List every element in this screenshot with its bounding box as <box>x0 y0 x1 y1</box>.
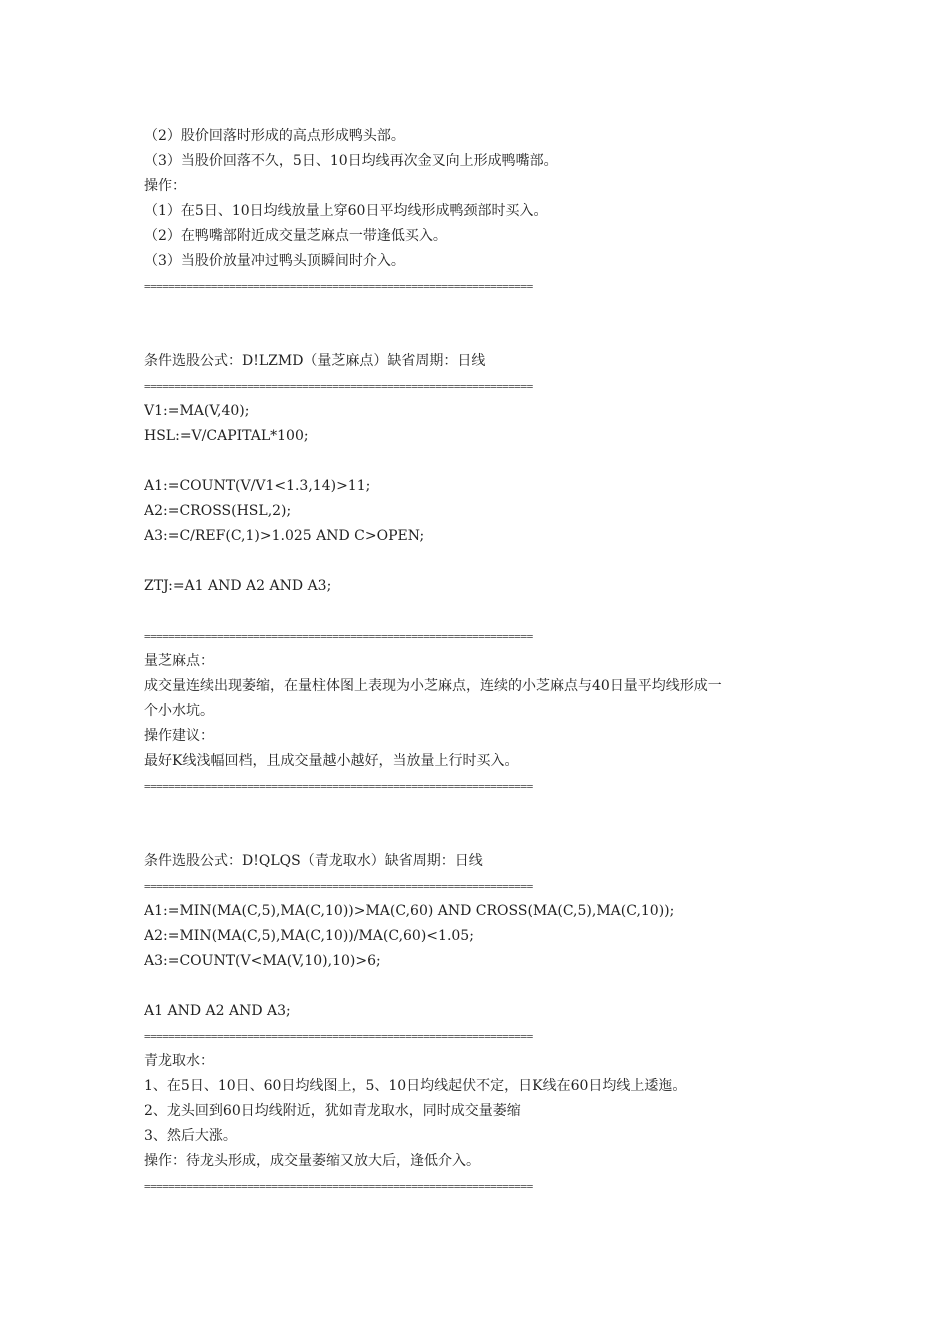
blank-line <box>144 974 844 999</box>
explain-line: 1、在5日、10日、60日均线图上，5、10日均线起伏不定，日K线在60日均线上逶迤。 <box>144 1078 687 1094</box>
code-line: A2:=CROSS(HSL,2); <box>144 503 292 519</box>
text-line: （3）当股价放量冲过鸭头顶瞬间时介入。 <box>144 253 405 269</box>
code-line: A3:=C/REF(C,1)>1.025 AND C>OPEN; <box>144 528 425 544</box>
explain-line: 2、龙头回到60日均线附近，犹如青龙取水，同时成交量萎缩 <box>144 1103 521 1119</box>
blank-line <box>144 324 844 349</box>
intro-section <box>144 124 844 299</box>
code-line: ZTJ:=A1 AND A2 AND A3; <box>144 578 332 594</box>
blank-line <box>144 599 844 624</box>
separator-line: ================================================================ <box>144 1180 533 1193</box>
separator-line: ================================================================ <box>144 780 533 793</box>
formula-header: 条件选股公式：D!LZMD（量芝麻点）缺省周期：日线 <box>144 353 486 369</box>
code-line: A1 AND A2 AND A3; <box>144 1003 291 1019</box>
document-page <box>144 124 844 1199</box>
separator-line: ================================================================ <box>144 880 533 893</box>
formula-header: 条件选股公式：D!QLQS（青龙取水）缺省周期：日线 <box>144 853 483 869</box>
separator-line: ================================================================ <box>144 280 533 293</box>
explain-line: 操作建议： <box>144 728 214 744</box>
explain-line: 量芝麻点： <box>144 653 214 669</box>
code-line: A1:=COUNT(V/V1<1.3,14)>11; <box>144 478 371 494</box>
blank-line <box>144 799 844 824</box>
code-line: HSL:=V/CAPITAL*100; <box>144 428 309 444</box>
text-line: （1）在5日、10日均线放量上穿60日平均线形成鸭颈部时买入。 <box>144 203 548 219</box>
explain-line: 最好K线浅幅回档，且成交量越小越好，当放量上行时买入。 <box>144 753 519 769</box>
blank-line <box>144 824 844 849</box>
code-line: A1:=MIN(MA(C,5),MA(C,10))>MA(C,60) AND CROSS(MA(C,5),MA(C,10)); <box>144 903 675 919</box>
text-line: （2）在鸭嘴部附近成交量芝麻点一带逢低买入。 <box>144 228 447 244</box>
lzmd-section <box>144 349 844 799</box>
blank-line <box>144 449 844 474</box>
text-line: （2）股价回落时形成的高点形成鸭头部。 <box>144 128 405 144</box>
blank-line <box>144 549 844 574</box>
text-line: （3）当股价回落不久，5日、10日均线再次金叉向上形成鸭嘴部。 <box>144 153 558 169</box>
explain-line: 操作：待龙头形成，成交量萎缩又放大后，逢低介入。 <box>144 1153 480 1169</box>
text-line: 操作： <box>144 178 186 194</box>
code-line: A3:=COUNT(V<MA(V,10),10)>6; <box>144 953 381 969</box>
explain-line: 个小水坑。 <box>144 703 214 719</box>
qlqs-section <box>144 849 844 1199</box>
explain-line: 3、然后大涨。 <box>144 1128 237 1144</box>
code-line: A2:=MIN(MA(C,5),MA(C,10))/MA(C,60)<1.05; <box>144 928 474 944</box>
separator-line: ================================================================ <box>144 1030 533 1043</box>
separator-line: ================================================================ <box>144 630 533 643</box>
code-line: V1:=MA(V,40); <box>144 403 250 419</box>
explain-line: 成交量连续出现萎缩，在量柱体图上表现为小芝麻点，连续的小芝麻点与40日量平均线形成一 <box>144 678 722 694</box>
separator-line: ================================================================ <box>144 380 533 393</box>
explain-line: 青龙取水： <box>144 1053 214 1069</box>
blank-line <box>144 299 844 324</box>
